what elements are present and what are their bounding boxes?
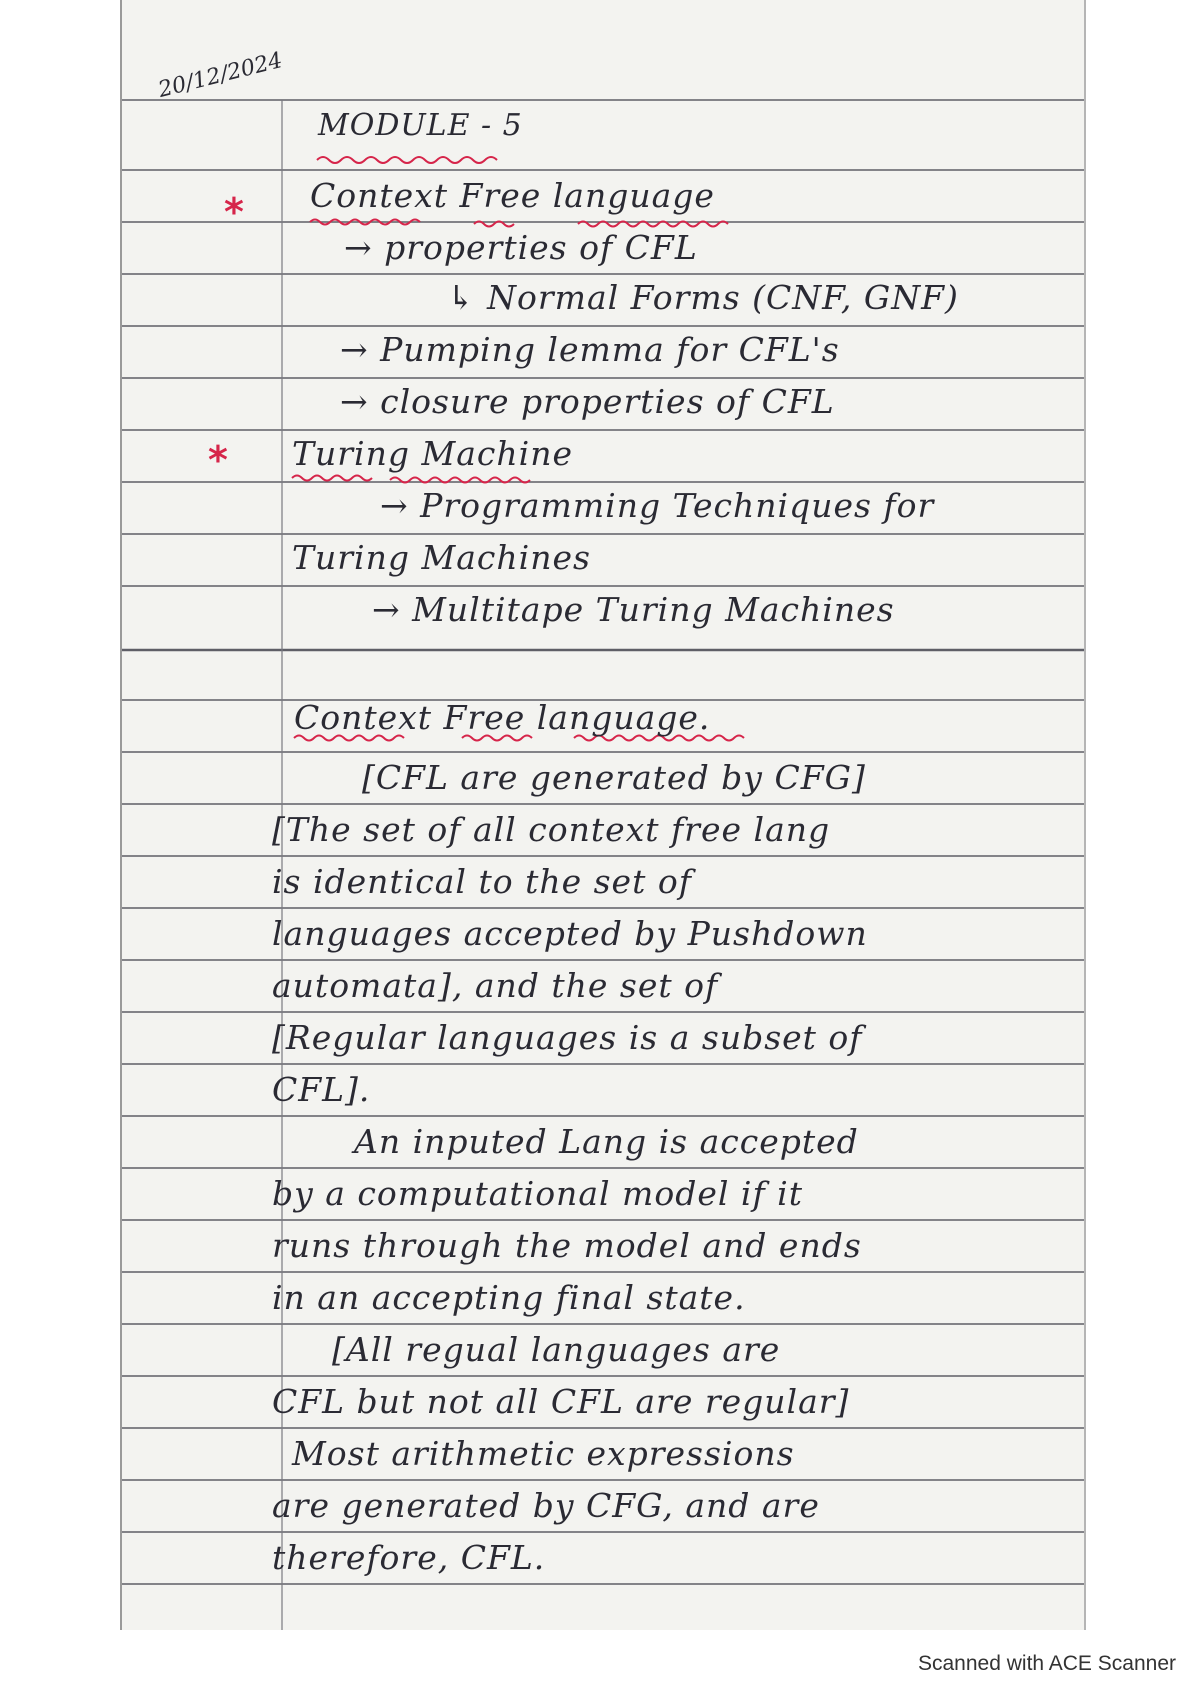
note-line: Context Free language: [310, 176, 715, 215]
scanner-watermark: Scanned with ACE Scanner: [918, 1652, 1176, 1675]
red-asterisk-2: *: [208, 438, 228, 482]
note-line: CFL].: [272, 1070, 371, 1109]
note-line: therefore, CFL.: [272, 1538, 546, 1577]
note-line: is identical to the set of: [272, 862, 692, 901]
date-label: 20/12/2024: [155, 48, 286, 103]
note-line: An inputed Lang is accepted: [354, 1122, 859, 1161]
note-line: [Regular languages is a subset of: [272, 1018, 863, 1057]
note-line: → Multitape Turing Machines: [372, 590, 895, 629]
section-heading: Context Free language.: [294, 698, 711, 737]
note-line: [CFL are generated by CFG]: [362, 758, 866, 797]
note-line: by a computational model if it: [272, 1174, 803, 1213]
module-heading: MODULE - 5: [318, 108, 523, 143]
note-line: ↳ Normal Forms (CNF, GNF): [447, 278, 959, 317]
note-line: Most arithmetic expressions: [292, 1434, 795, 1473]
red-asterisk-1: *: [224, 190, 244, 234]
note-line: are generated by CFG, and are: [272, 1486, 820, 1525]
note-line: → closure properties of CFL: [340, 382, 835, 421]
note-line: → Programming Techniques for: [380, 486, 935, 525]
note-line: automata], and the set of: [272, 966, 719, 1005]
note-line: languages accepted by Pushdown: [272, 914, 868, 953]
note-line: CFL but not all CFL are regular]: [272, 1382, 850, 1421]
note-line: Turing Machines: [292, 538, 591, 577]
note-line: [The set of all context free lang: [272, 810, 831, 849]
note-line: → properties of CFL: [344, 228, 698, 267]
note-line: in an accepting final state.: [272, 1278, 746, 1317]
note-line: [All regual languages are: [332, 1330, 781, 1369]
notebook-page: [120, 0, 1086, 1630]
note-line: Turing Machine: [292, 434, 573, 473]
note-line: runs through the model and ends: [272, 1226, 862, 1265]
note-line: → Pumping lemma for CFL's: [340, 330, 840, 369]
